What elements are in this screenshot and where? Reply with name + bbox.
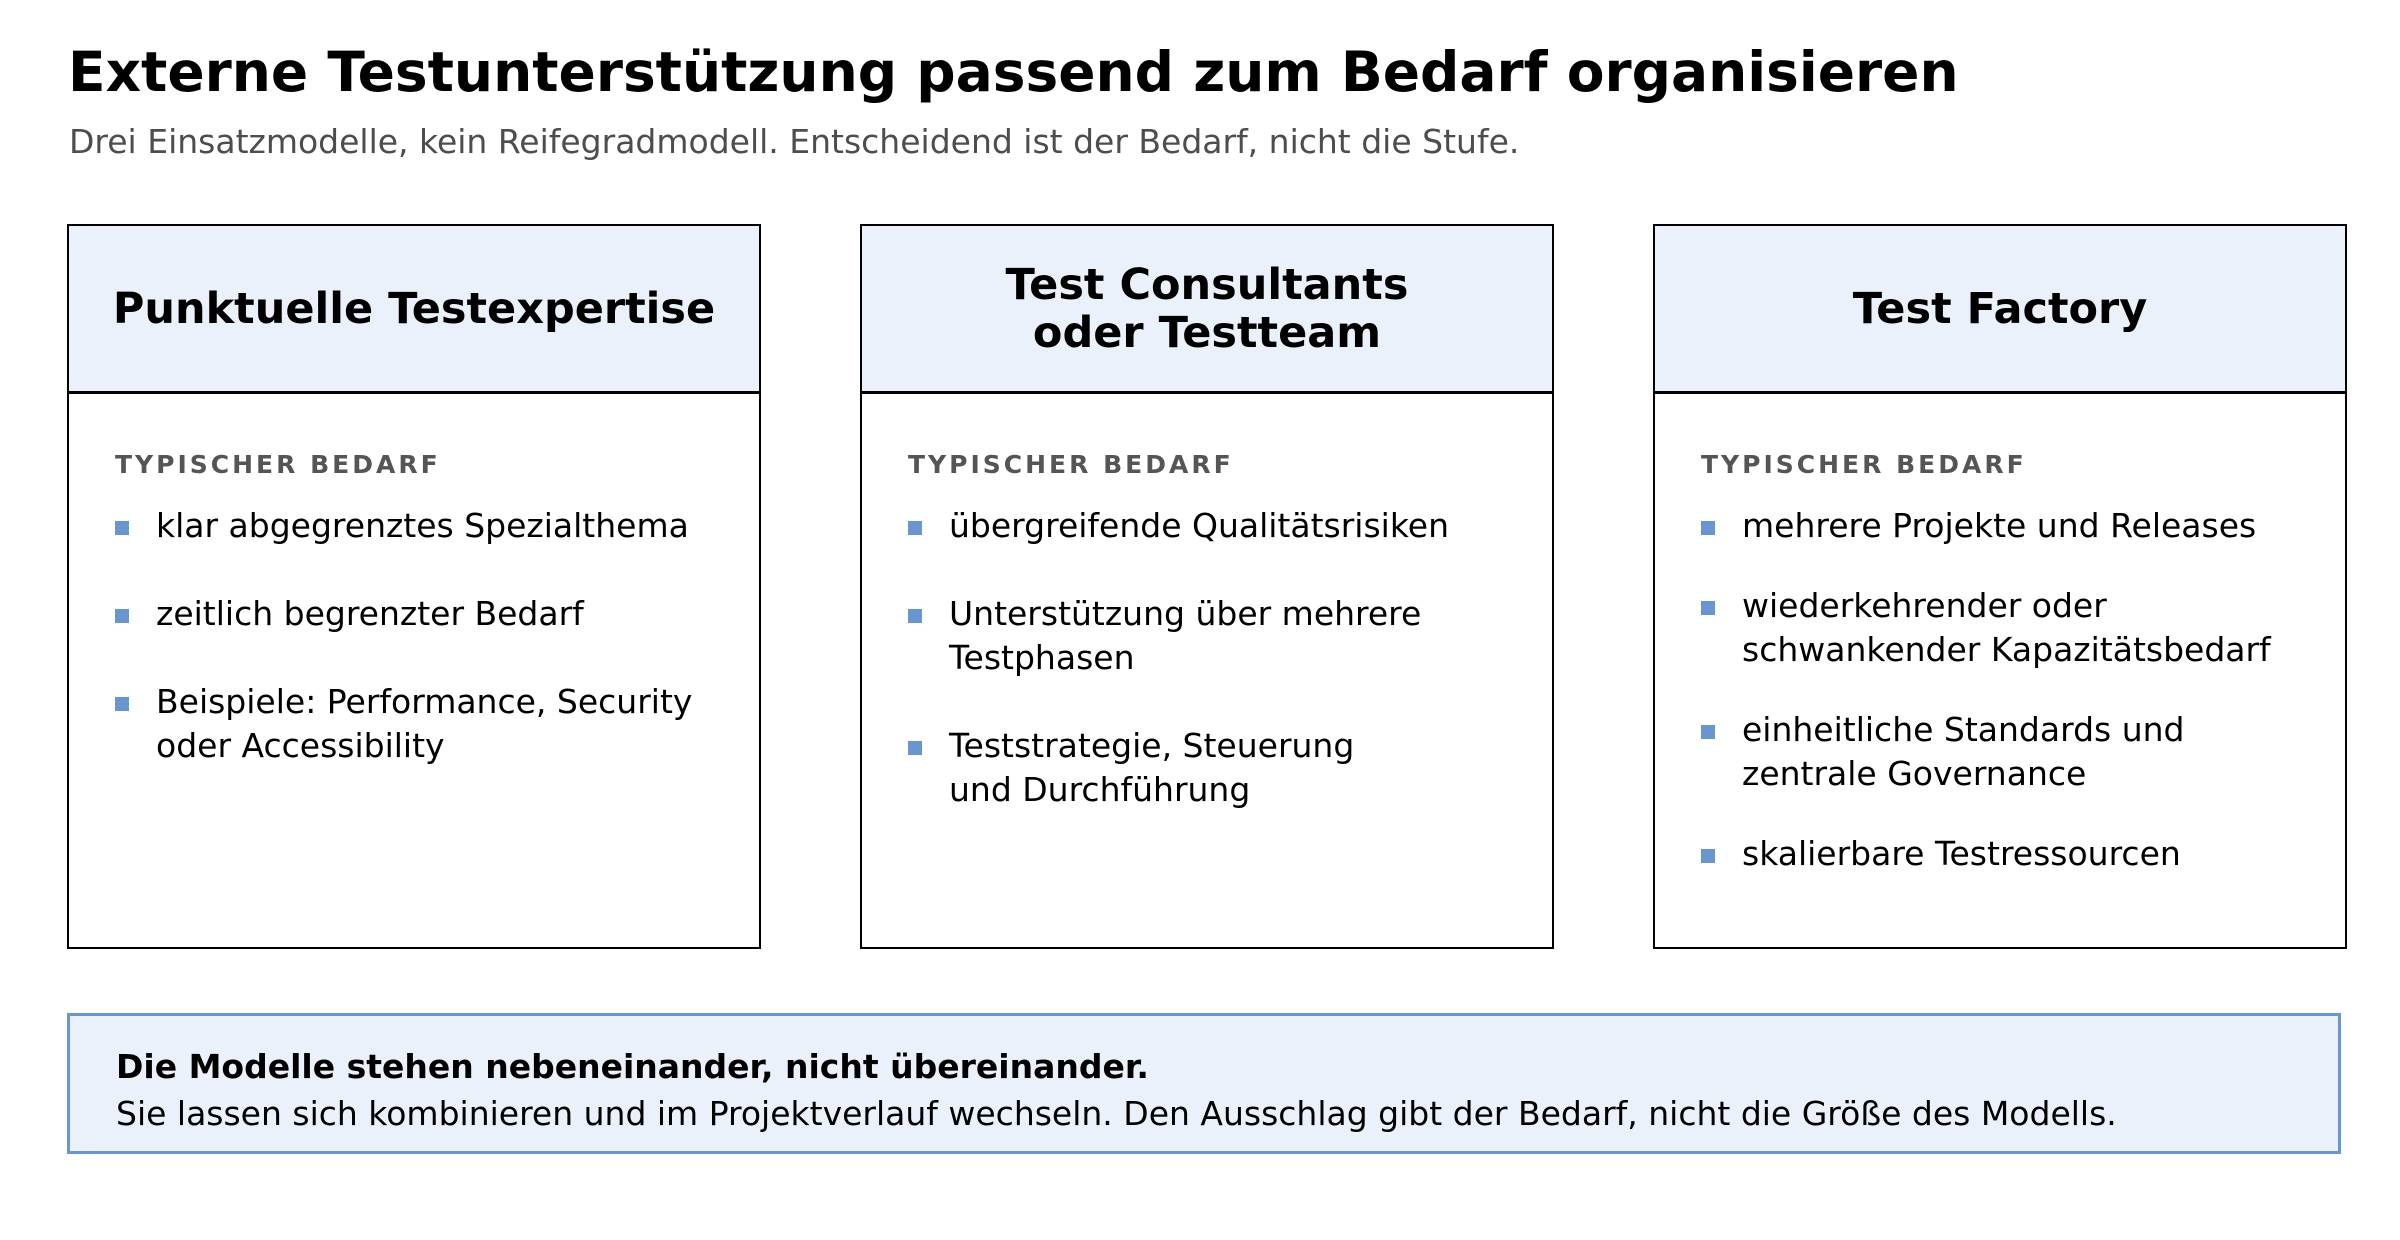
list-item-text: Unterstützung über mehrere Testphasen: [949, 594, 1422, 677]
list-item: [1701, 584, 2305, 672]
page-title: Externe Testunterstützung passend zum Bedarf organisieren: [68, 40, 1959, 104]
list-item-text: einheitliche Standards und zentrale Governance: [1742, 710, 2185, 793]
section-label: TYPISCHER BEDARF: [1701, 450, 2027, 479]
list-item: [115, 504, 719, 548]
note-headline: Die Modelle stehen nebeneinander, nicht übereinander.: [116, 1047, 1149, 1086]
section-label: TYPISCHER BEDARF: [908, 450, 1234, 479]
square-bullet-icon: [1701, 849, 1715, 863]
list-item-text: klar abgegrenztes Spezialthema: [156, 506, 689, 545]
square-bullet-icon: [908, 521, 922, 535]
square-bullet-icon: [115, 609, 129, 623]
card-body: [69, 394, 759, 768]
list-item-text: Beispiele: Performance, Security oder Accessibility: [156, 682, 693, 765]
card-header: [1655, 226, 2345, 394]
card-header: [69, 226, 759, 394]
list-item: [1701, 708, 2305, 796]
card-punktuelle-testexpertise: [67, 224, 761, 949]
model-cards: [67, 224, 2347, 949]
list-item: [908, 724, 1512, 812]
card-body: [862, 394, 1552, 812]
square-bullet-icon: [908, 741, 922, 755]
square-bullet-icon: [115, 697, 129, 711]
card-test-factory: [1653, 224, 2347, 949]
card-header: [862, 226, 1552, 394]
square-bullet-icon: [115, 521, 129, 535]
list-item-text: skalierbare Testressourcen: [1742, 834, 2181, 873]
bullet-list: [1701, 504, 2305, 876]
square-bullet-icon: [1701, 521, 1715, 535]
square-bullet-icon: [1701, 725, 1715, 739]
list-item: [115, 592, 719, 636]
card-body: [1655, 394, 2345, 876]
list-item: [908, 504, 1512, 548]
square-bullet-icon: [908, 609, 922, 623]
list-item: [115, 680, 719, 768]
list-item: [1701, 832, 2305, 876]
bullet-list: [115, 504, 719, 768]
list-item: [908, 592, 1512, 680]
page-subtitle: Drei Einsatzmodelle, kein Reifegradmodell. Entscheidend ist der Bedarf, nicht die Stufe.: [69, 122, 1520, 161]
note-text: Sie lassen sich kombinieren und im Projektverlauf wechseln. Den Ausschlag gibt der Bedarf, nicht die Größe des Modells.: [116, 1094, 2117, 1133]
summary-note: [67, 1013, 2341, 1154]
card-title: Punktuelle Testexpertise: [112, 283, 716, 334]
card-test-consultants: [860, 224, 1554, 949]
card-title: Test Consultants oder Testteam: [1005, 259, 1409, 358]
list-item-text: mehrere Projekte und Releases: [1742, 506, 2257, 545]
card-title: Test Factory: [1852, 283, 2148, 334]
section-label: TYPISCHER BEDARF: [115, 450, 441, 479]
square-bullet-icon: [1701, 601, 1715, 615]
list-item-text: übergreifende Qualitätsrisiken: [949, 506, 1449, 545]
list-item-text: Teststrategie, Steuerung und Durchführung: [949, 726, 1355, 809]
list-item: [1701, 504, 2305, 548]
list-item-text: zeitlich begrenzter Bedarf: [156, 594, 584, 633]
bullet-list: [908, 504, 1512, 812]
list-item-text: wiederkehrender oder schwankender Kapazitätsbedarf: [1742, 586, 2271, 669]
